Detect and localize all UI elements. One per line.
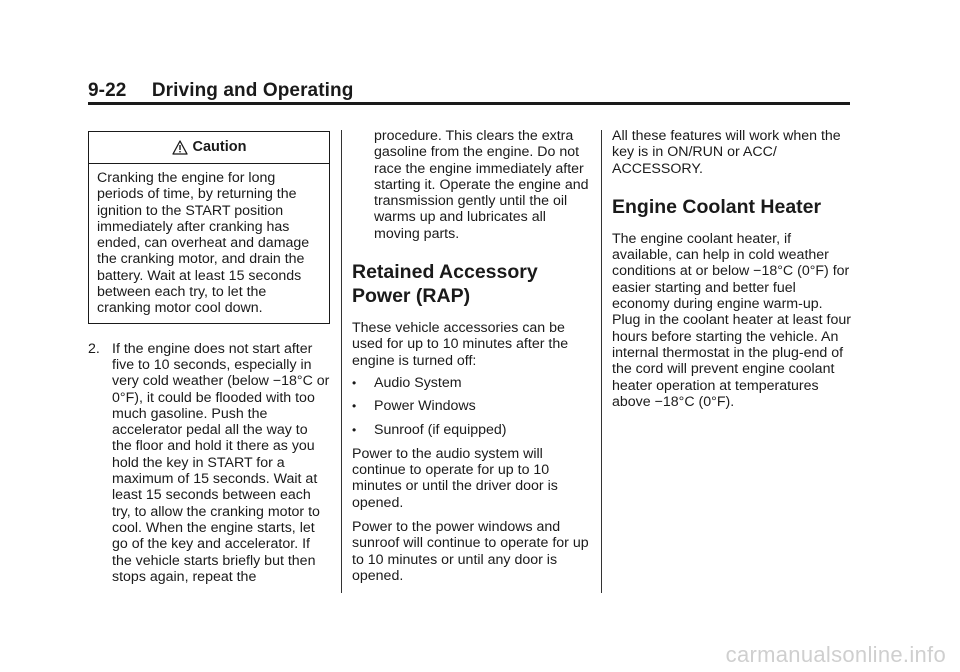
bullet-dot-icon: • xyxy=(352,375,357,390)
caution-text: Cranking the engine for long periods of time, by returning the ignition to the START position immediately after cranking has ended, can overheat and damage the cranking motor, and drain the battery. Wait at least 15 seconds between each try, to let the cranking motor cool down. xyxy=(97,170,310,317)
list-item xyxy=(352,398,592,414)
caution-box xyxy=(88,131,330,324)
page-number: 9-22 xyxy=(88,80,127,101)
rap-intro: These vehicle accessories can be used for up to 10 minutes after the engine is turned off: xyxy=(352,320,569,369)
accessory-label: Audio System xyxy=(374,374,462,391)
windows-paragraph: Power to the power windows and sunroof will continue to operate for up to 10 minutes or until any door is opened. xyxy=(352,519,589,584)
bullet-dot-icon: • xyxy=(352,422,357,437)
accessory-list xyxy=(352,375,592,438)
caution-title: Caution xyxy=(192,139,247,156)
step-text: If the engine does not start after five to 10 seconds, especially in very cold weather (below −18°C or 0°F), it could be flooded with too much gasoline. Push the accelerator pedal all the way to the floor and hold it there as you hold the key in START for a maximum of 15 seconds. Wait at least 15 seconds between each try, to allow the cranking motor to cool. When the engine starts, let go of the key and accelerator. If the vehicle starts briefly but then stops again, repeat the xyxy=(112,340,330,585)
column-left xyxy=(88,128,331,585)
heater-paragraph: The engine coolant heater, if available, can help in cold weather conditions at or below −18°C (0°F) for easier starting and better fuel economy during engine warm-up. Plug in the coolant heater at least four hours before starting the vehicle. An internal thermostat in the plug-end of the cord will prevent engine coolant heater operation at temperatures above −18°C (0°F). xyxy=(612,230,851,410)
list-item xyxy=(352,422,592,438)
list-item xyxy=(352,375,592,391)
page-header xyxy=(88,80,353,102)
accessory-label: Power Windows xyxy=(374,398,476,415)
warning-triangle-icon xyxy=(172,140,188,155)
rap-heading: Retained Accessory Power (RAP) xyxy=(352,261,538,308)
column-divider-2 xyxy=(601,130,602,593)
caution-header xyxy=(89,132,329,164)
audio-paragraph: Power to the audio system will continue to operate for up to 10 minutes or until the driver door is opened. xyxy=(352,445,558,511)
step-number: 2. xyxy=(88,340,100,357)
column-middle xyxy=(352,128,592,584)
header-rule xyxy=(88,102,850,105)
bullet-dot-icon: • xyxy=(352,399,357,414)
list-item-step-2 xyxy=(88,341,331,585)
column-divider-1 xyxy=(341,130,342,593)
column-right xyxy=(612,128,852,410)
heater-heading: Engine Coolant Heater xyxy=(612,195,822,218)
section-title: Driving and Operating xyxy=(151,80,354,101)
procedure-continuation: procedure. This clears the extra gasoline from the engine. Do not race the engine immediately after starting it. Operate the engine and transmission gently until the oil warms up and lubricates all moving parts. xyxy=(374,128,589,242)
watermark: carmanualsonline.info xyxy=(725,642,946,667)
accessory-label: Sunroof (if equipped) xyxy=(374,421,507,438)
features-paragraph: All these features will work when the key is in ON/RUN or ACC/ ACCESSORY. xyxy=(612,128,841,177)
